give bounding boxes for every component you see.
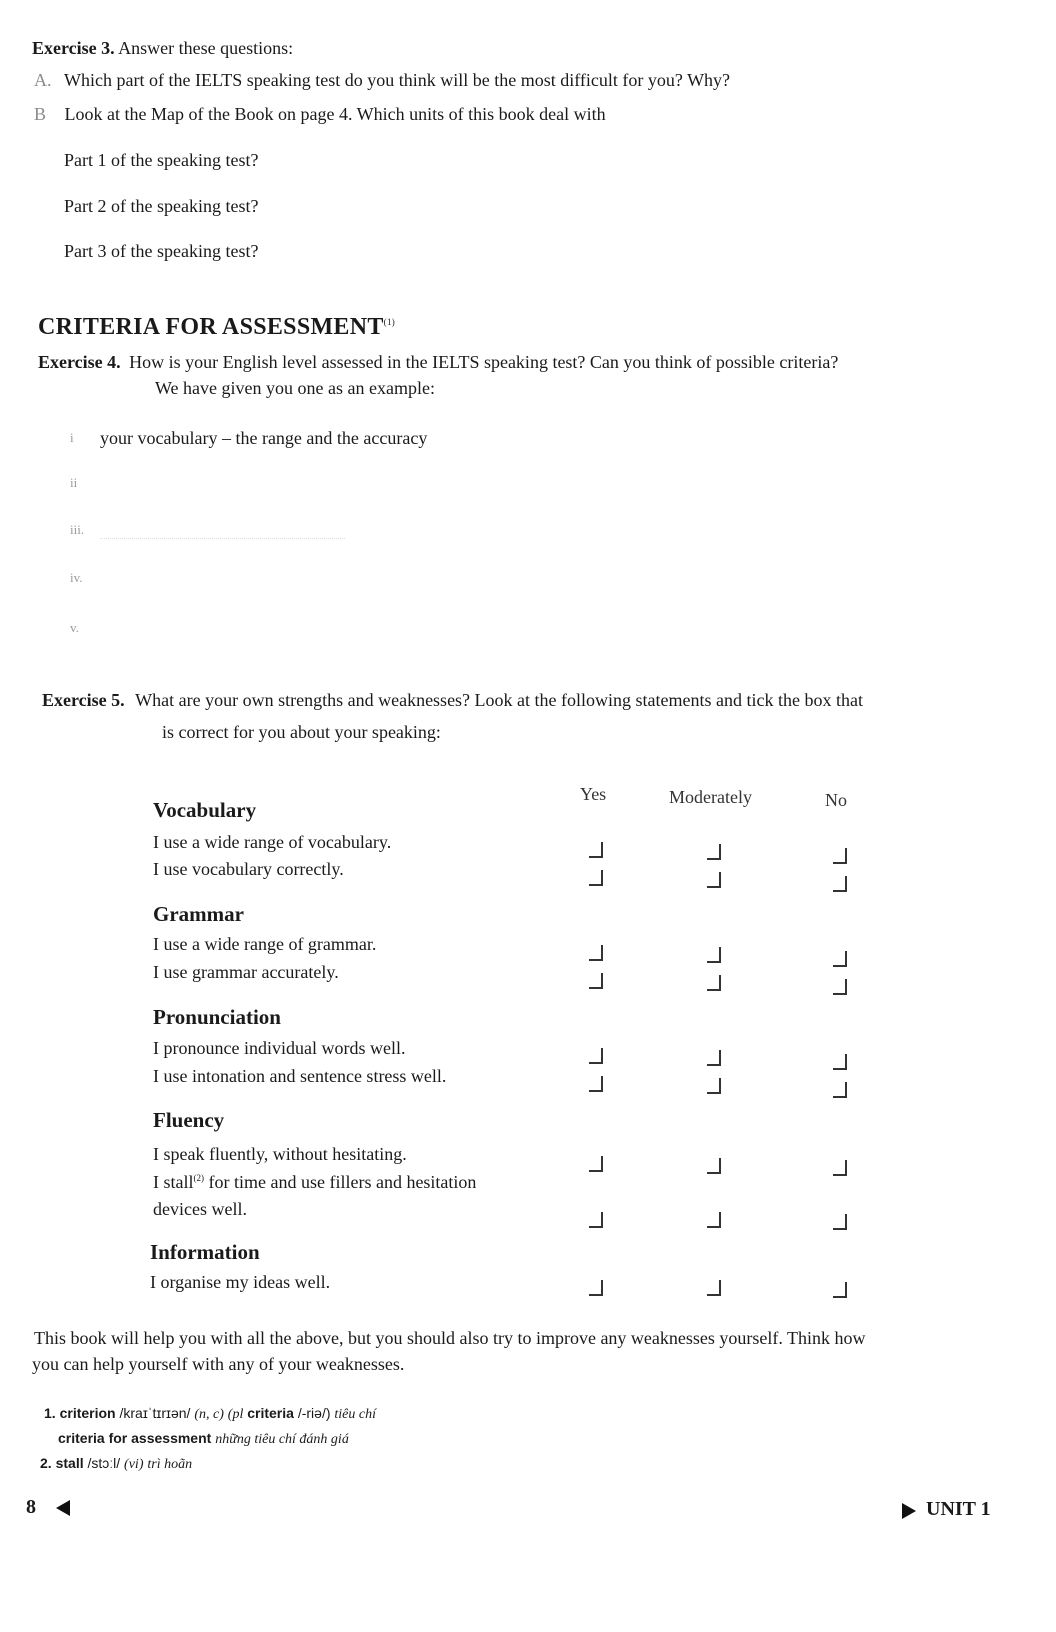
question-b-text: Look at the Map of the Book on page 4. Which units of this book deal with — [64, 104, 606, 124]
criterion-numeral-v: v. — [70, 620, 79, 635]
footnote-2-ipa: /stɔːl/ — [87, 1455, 121, 1471]
exercise-5-label: Exercise 5. — [42, 690, 125, 710]
exercise-3-label: Exercise 3. — [32, 38, 115, 58]
footnote-2-pos: (vi) — [124, 1457, 144, 1472]
footnote-1b — [58, 1430, 349, 1448]
statement-pron-individual: I pronounce individual words well. — [153, 1038, 406, 1058]
checkbox-grammar-accurate-no[interactable] — [833, 979, 847, 995]
unit-label: UNIT 1 — [926, 1498, 991, 1520]
checkbox-pron-intonation-moderately[interactable] — [707, 1078, 721, 1094]
checkbox-vocab-range-yes[interactable] — [589, 842, 603, 858]
checkbox-vocab-correct-moderately[interactable] — [707, 872, 721, 888]
triangle-left-icon — [56, 1500, 70, 1516]
checkbox-pron-intonation-no[interactable] — [833, 1082, 847, 1098]
footnote-1-pos: (n, c) — [194, 1407, 224, 1422]
closing-line-2: you can help yourself with any of your weaknesses. — [32, 1354, 405, 1374]
exercise-4-heading — [38, 352, 838, 373]
statement-fluency-stall — [153, 1172, 476, 1193]
checkbox-pron-intonation-yes[interactable] — [589, 1076, 603, 1092]
statement-vocab-range: I use a wide range of vocabulary. — [153, 832, 392, 852]
checkbox-vocab-correct-no[interactable] — [833, 876, 847, 892]
footnote-1-plural-word: criteria — [247, 1405, 294, 1421]
criterion-numeral-iii: iii. — [70, 522, 85, 537]
footnote-2 — [40, 1455, 192, 1473]
checkbox-fluency-stall-yes[interactable] — [589, 1212, 603, 1228]
part-3-question: Part 3 of the speaking test? — [64, 241, 259, 261]
statement-vocab-correct: I use vocabulary correctly. — [153, 859, 344, 879]
statement-fluency-stall-rest: for time and use fillers and hesitation — [208, 1172, 477, 1192]
exercise-5-heading — [42, 690, 863, 711]
category-grammar: Grammar — [153, 902, 244, 926]
checkbox-fluency-hesitating-moderately[interactable] — [707, 1158, 721, 1174]
triangle-right-icon — [902, 1503, 916, 1519]
question-a-text: Which part of the IELTS speaking test do you think will be the most difficult for you? Why? — [64, 70, 731, 90]
checkbox-pron-individual-no[interactable] — [833, 1054, 847, 1070]
category-pronunciation: Pronunciation — [153, 1005, 281, 1029]
exercise-3-prompt: Answer these questions: — [118, 38, 294, 58]
statement-grammar-accurate: I use grammar accurately. — [153, 962, 339, 982]
part-2-question: Part 2 of the speaking test? — [64, 196, 259, 216]
exercise-3-heading — [32, 38, 293, 59]
criterion-numeral-iv: iv. — [70, 570, 83, 585]
footnote-2-number: 2. — [40, 1455, 52, 1471]
footnote-1b-word: criteria for assessment — [58, 1430, 212, 1446]
criterion-numeral-ii: ii — [70, 475, 78, 490]
criteria-heading-text: CRITERIA FOR ASSESSMENT — [38, 314, 384, 340]
footnote-1-number: 1. — [44, 1405, 56, 1421]
checkbox-vocab-range-moderately[interactable] — [707, 844, 721, 860]
category-information: Information — [150, 1240, 260, 1264]
footnote-1-plural-prefix: (pl — [227, 1407, 244, 1422]
statement-fluency-stall-word: I stall — [153, 1172, 194, 1192]
exercise-4-line-1: How is your English level assessed in the IELTS speaking test? Can you think of possible criteria? — [129, 352, 839, 372]
criteria-heading — [38, 314, 395, 341]
statement-fluency-no-hesitating: I speak fluently, without hesitating. — [153, 1144, 407, 1164]
exercise-5-line-2: is correct for you about your speaking: — [162, 722, 441, 742]
category-fluency: Fluency — [153, 1108, 225, 1132]
checkbox-fluency-stall-moderately[interactable] — [707, 1212, 721, 1228]
question-a-letter: A. — [34, 70, 52, 90]
criterion-numeral-i: i — [70, 430, 74, 445]
checkbox-vocab-range-no[interactable] — [833, 848, 847, 864]
exercise-4-label: Exercise 4. — [38, 352, 121, 372]
checkbox-fluency-hesitating-yes[interactable] — [589, 1156, 603, 1172]
checkbox-grammar-accurate-yes[interactable] — [589, 973, 603, 989]
footnote-2-vietnamese: trì hoãn — [147, 1457, 193, 1472]
checkbox-grammar-range-no[interactable] — [833, 951, 847, 967]
page-number: 8 — [26, 1496, 36, 1518]
criterion-example: your vocabulary – the range and the accuracy — [100, 428, 428, 448]
statement-grammar-range: I use a wide range of grammar. — [153, 934, 377, 954]
checkbox-fluency-hesitating-no[interactable] — [833, 1160, 847, 1176]
footnote-1 — [44, 1405, 376, 1423]
column-no: No — [825, 790, 847, 810]
footnote-1b-vietnamese: những tiêu chí đánh giá — [215, 1432, 349, 1447]
part-1-question: Part 1 of the speaking test? — [64, 150, 259, 170]
checkbox-info-organise-moderately[interactable] — [707, 1280, 721, 1296]
checkbox-pron-individual-moderately[interactable] — [707, 1050, 721, 1066]
checkbox-fluency-stall-no[interactable] — [833, 1214, 847, 1230]
statement-pron-intonation: I use intonation and sentence stress well. — [153, 1066, 447, 1086]
checkbox-info-organise-yes[interactable] — [589, 1280, 603, 1296]
exercise-3-question-a — [34, 70, 730, 91]
checkbox-info-organise-no[interactable] — [833, 1282, 847, 1298]
checkbox-grammar-range-yes[interactable] — [589, 945, 603, 961]
checkbox-grammar-range-moderately[interactable] — [707, 947, 721, 963]
exercise-5-line-1: What are your own strengths and weaknesses? Look at the following statements and tick the box that — [135, 690, 863, 710]
stall-footnote-mark: (2) — [193, 1173, 204, 1183]
criteria-heading-footnote-mark: (1) — [383, 317, 396, 327]
column-yes: Yes — [580, 784, 607, 804]
footnote-1-vietnamese: tiêu chí — [334, 1407, 376, 1422]
closing-line-1: This book will help you with all the above, but you should also try to improve any weaknesses yourself. Think how — [34, 1328, 866, 1348]
column-moderately: Moderately — [669, 787, 752, 807]
statement-fluency-devices: devices well. — [153, 1199, 247, 1219]
category-vocabulary: Vocabulary — [153, 798, 257, 822]
footnote-1-plural-ipa: /-riə/) — [297, 1405, 331, 1421]
footnote-1-ipa: /kraɪˈtɪrɪən/ — [119, 1405, 191, 1421]
footnote-2-word: stall — [55, 1455, 84, 1471]
footnote-1-word: criterion — [59, 1405, 116, 1421]
statement-info-organise: I organise my ideas well. — [150, 1272, 331, 1292]
checkbox-grammar-accurate-moderately[interactable] — [707, 975, 721, 991]
checkbox-vocab-correct-yes[interactable] — [589, 870, 603, 886]
question-b-letter: B — [34, 104, 47, 124]
exercise-3-question-b — [34, 104, 606, 125]
exercise-4-line-2: We have given you one as an example: — [155, 378, 435, 398]
criterion-answer-line — [100, 538, 345, 539]
checkbox-pron-individual-yes[interactable] — [589, 1048, 603, 1064]
